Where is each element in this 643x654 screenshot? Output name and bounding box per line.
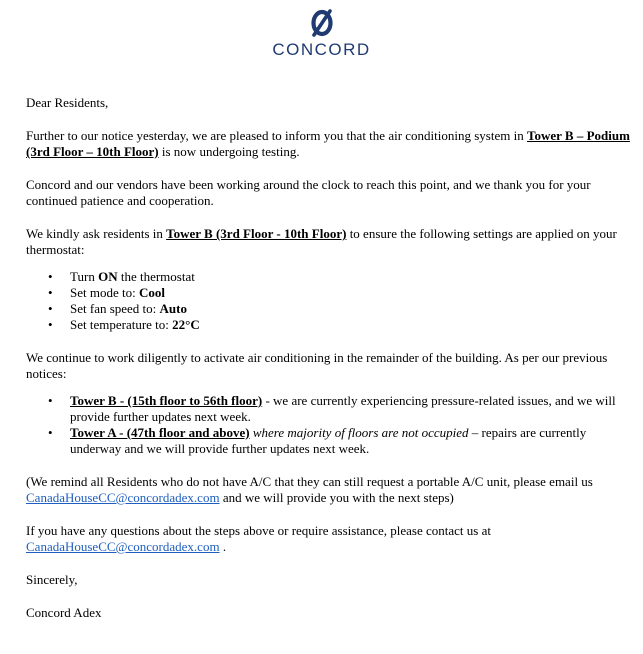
list-item (26, 425, 630, 457)
paragraph-text: Further to our notice yesterday, we are pleased to inform you that the air conditioning system in (26, 128, 527, 143)
paragraph-text: . (219, 539, 227, 554)
setting-text: Set fan speed to: (70, 301, 160, 316)
letter-body (26, 95, 630, 621)
setting-value: Auto (159, 301, 187, 316)
paragraph-thermostat-request (26, 226, 630, 258)
paragraph-text: and we will provide you with the next steps) (219, 490, 454, 505)
list-item (26, 317, 630, 333)
notice-italic-text: where majority of floors are not occupied (249, 425, 469, 440)
tower-b-upper-emphasis: Tower B - (15th floor to 56th floor) (70, 393, 263, 408)
list-item (26, 269, 630, 285)
setting-text: Set mode to: (70, 285, 139, 300)
notices-list (26, 393, 630, 457)
paragraph-text: We kindly ask residents in (26, 226, 167, 241)
concord-logo (0, 8, 643, 59)
notice-text: – repairs are currently underway and we will provide further updates next week. (70, 425, 587, 456)
bullet-icon: • (48, 269, 53, 284)
setting-text: Set temperature to: (70, 317, 173, 332)
thermostat-settings-list (26, 269, 630, 333)
bullet-icon: • (48, 317, 53, 332)
paragraph-text: If you have any questions about the steps above or require assistance, please contact us at (26, 523, 491, 538)
list-item (26, 301, 630, 317)
bullet-icon: • (48, 285, 53, 300)
setting-text: the thermostat (117, 269, 195, 284)
paragraph-text: is now undergoing testing. (158, 144, 300, 159)
setting-value: Cool (138, 285, 165, 300)
bullet-icon: • (48, 425, 53, 440)
list-item (26, 393, 630, 425)
paragraph-continue-work: We continue to work diligently to activate air conditioning in the remainder of the building. As per our previous notices: (26, 350, 608, 381)
setting-value: ON (98, 269, 118, 284)
email-link[interactable]: CanadaHouseCC@concordadex.com (26, 539, 220, 554)
paragraph-portable-ac (26, 474, 630, 506)
paragraph-thanks: Concord and our vendors have been working around the clock to reach this point, and we thank you for your continued patience and cooperation. (26, 177, 591, 208)
email-link[interactable]: CanadaHouseCC@concordadex.com (26, 490, 220, 505)
logo-wordmark: CONCORD (272, 40, 371, 59)
paragraph-text: to ensure the following settings are applied on your thermostat: (26, 226, 617, 257)
bullet-icon: • (48, 301, 53, 316)
setting-text: Turn (70, 269, 99, 284)
bullet-icon: • (48, 393, 53, 408)
notice-text: - we are currently experiencing pressure-related issues, and we will provide further updates next week. (70, 393, 616, 424)
list-item (26, 285, 630, 301)
paragraph-contact (26, 523, 630, 555)
signature: Concord Adex (26, 605, 102, 620)
concord-logo-icon (307, 8, 337, 38)
setting-value: 22°C (172, 317, 200, 332)
tower-b-floors-emphasis: Tower B (3rd Floor - 10th Floor) (166, 226, 347, 241)
closing: Sincerely, (26, 572, 78, 587)
paragraph-text: (We remind all Residents who do not have A/C that they can still request a portable A/C unit, please email us (26, 474, 593, 489)
tower-a-emphasis: Tower A - (47th floor and above) (70, 425, 250, 440)
tower-b-podium-emphasis: Tower B – Podium (3rd Floor – 10th Floor) (26, 128, 630, 159)
paragraph-testing-notice (26, 128, 630, 160)
salutation: Dear Residents, (26, 95, 109, 110)
